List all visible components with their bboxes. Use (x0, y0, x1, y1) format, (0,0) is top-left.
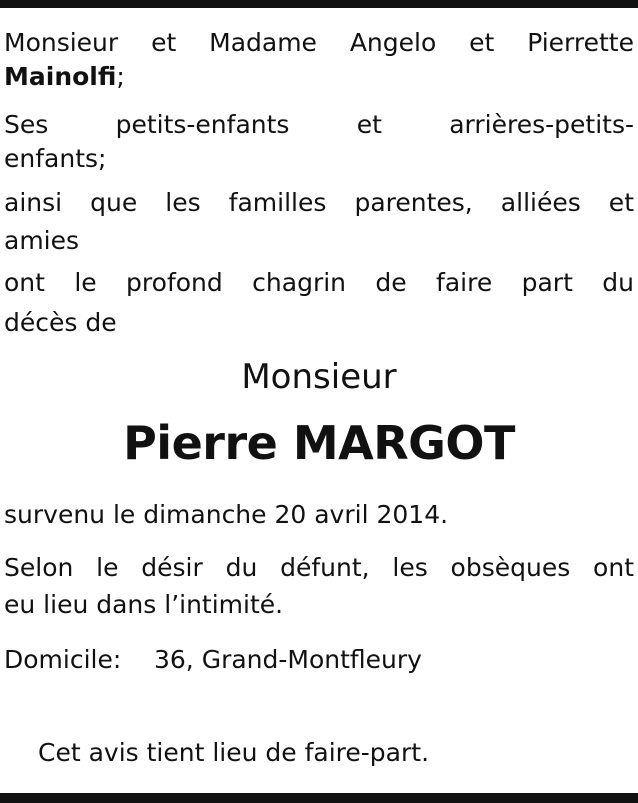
domicile-line (4, 645, 634, 675)
intro-line-death-of: décès de (4, 308, 117, 337)
domicile-label: Domicile: (4, 645, 122, 674)
deceased-honorific: Monsieur (241, 357, 397, 397)
intro-line-grandchildren-cont: enfants; (4, 144, 107, 173)
closing-line: Cet avis tient lieu de faire-part. (38, 738, 430, 767)
intro-line-friends: amies (4, 226, 80, 255)
intro-line-announcement: ont le profond chagrin de faire part du (4, 268, 634, 297)
intro-line-families: ainsi que les familles parentes, alliées et (4, 188, 634, 217)
intro-line-parents: Monsieur et Madame Angelo et Pierrette (4, 28, 634, 57)
funeral-line-2: eu lieu dans l’intimité. (4, 590, 284, 619)
deceased-name: Pierre MARGOT (123, 416, 515, 470)
top-border-rule (0, 0, 638, 8)
bottom-border-rule (0, 793, 638, 803)
death-date-line: survenu le dimanche 20 avril 2014. (4, 500, 449, 529)
domicile-street: 36, Grand-Montfleury (154, 645, 422, 674)
intro-line-grandchildren: Ses petits-enfants et arrières-petits- (4, 110, 634, 139)
family-surname: Mainolfi (4, 62, 117, 91)
intro-line-surname-punct: ; (116, 62, 125, 91)
intro-line-surname (4, 62, 634, 92)
funeral-line-1: Selon le désir du défunt, les obsèques ont (4, 553, 634, 582)
